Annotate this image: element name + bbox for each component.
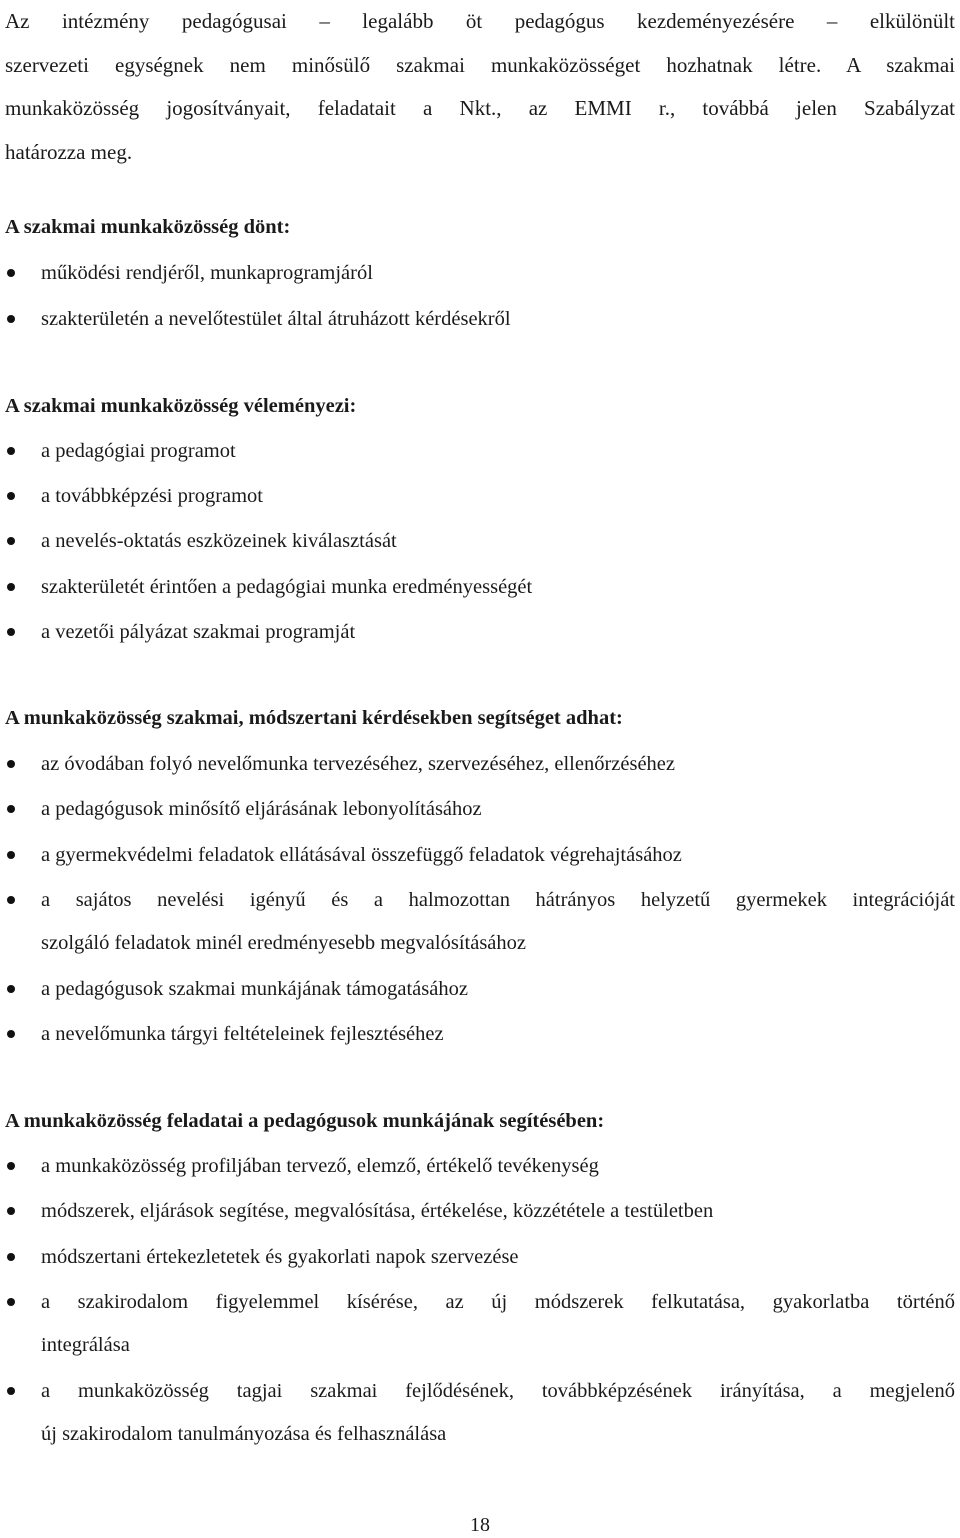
list-item-continuation: szolgáló feladatok minél eredményesebb megvalósításához	[41, 932, 526, 954]
list-item-text: módszerek, eljárások segítése, megvalósítása, értékelése, közzététele a testületben	[41, 1200, 714, 1222]
intro-paragraph	[5, 0, 955, 174]
bullet-icon	[7, 1030, 15, 1038]
list-item-text: szakterületén a nevelőtestület által átruházott kérdésekről	[41, 308, 511, 330]
bullet-icon	[7, 628, 15, 636]
section-heading-segitseg: A munkaközösség szakmai, módszertani kérdésekben segítséget adhat:	[5, 707, 623, 729]
list-item	[0, 1377, 960, 1405]
bullet-icon	[7, 896, 15, 904]
bullet-icon	[7, 537, 15, 545]
intro-line: Az intézmény pedagógusai – legalább öt pedagógus kezdeményezésére – elkülönült	[5, 9, 955, 33]
list-item-text: az óvodában folyó nevelőmunka tervezéséhez, szervezéséhez, ellenőrzéséhez	[41, 753, 676, 775]
list-item	[0, 750, 960, 778]
list-item-text: a pedagógiai programot	[41, 440, 236, 462]
list-item-text: a pedagógusok minősítő eljárásának lebonyolításához	[41, 798, 482, 820]
section-heading-feladatai: A munkaközösség feladatai a pedagógusok munkájának segítésében:	[5, 1110, 605, 1132]
bullet-icon	[7, 492, 15, 500]
list-item-text: módszertani értekezletetek és gyakorlati napok szervezése	[41, 1246, 519, 1268]
list-item	[0, 482, 960, 510]
list-item	[0, 795, 960, 823]
section-heading-dont: A szakmai munkaközösség dönt:	[5, 216, 291, 238]
list-item-text: a pedagógusok szakmai munkájának támogatásához	[41, 978, 468, 1000]
list-item-text: a nevelés-oktatás eszközeinek kiválasztását	[41, 530, 397, 552]
bullet-icon	[7, 760, 15, 768]
list-item-text: a gyermekvédelmi feladatok ellátásával összefüggő feladatok végrehajtásához	[41, 844, 682, 866]
list-item-text: a munkaközösség tagjai szakmai fejlődésének, továbbképzésének irányítása, a megjelenő	[41, 1380, 955, 1402]
bullet-icon	[7, 851, 15, 859]
bullet-icon	[7, 315, 15, 323]
bullet-icon	[7, 805, 15, 813]
list-item	[0, 1288, 960, 1316]
bullet-icon	[7, 985, 15, 993]
list-item	[0, 305, 960, 333]
bullet-icon	[7, 1207, 15, 1215]
list-item-continuation: integrálása	[41, 1334, 130, 1356]
bullet-icon	[7, 1298, 15, 1306]
bullet-icon	[7, 269, 15, 277]
bullet-icon	[7, 583, 15, 591]
list-item-continuation: új szakirodalom tanulmányozása és felhasználása	[41, 1423, 447, 1445]
list-item	[0, 841, 960, 869]
list-item	[0, 259, 960, 287]
list-item-text: a továbbképzési programot	[41, 485, 264, 507]
list-item-text: a nevelőmunka tárgyi feltételeinek fejlesztéséhez	[41, 1023, 444, 1045]
list-item-text: szakterületét érintően a pedagógiai munka eredményességét	[41, 576, 533, 598]
section-heading-velemenyezi: A szakmai munkaközösség véleményezi:	[5, 395, 357, 417]
bullet-icon	[7, 447, 15, 455]
list-item	[0, 886, 960, 914]
bullet-icon	[7, 1253, 15, 1261]
list-item	[0, 618, 960, 646]
bullet-icon	[7, 1387, 15, 1395]
list-item	[0, 1020, 960, 1048]
list-item	[0, 975, 960, 1003]
list-item-text: működési rendjéről, munkaprogramjáról	[41, 262, 373, 284]
list-item	[0, 1152, 960, 1180]
intro-line: szervezeti egységnek nem minősülő szakmai munkaközösséget hozhatnak létre. A szakmai	[5, 52, 955, 77]
list-item	[0, 1197, 960, 1225]
intro-line: munkaközösség jogosítványait, feladatait a Nkt., az EMMI r., továbbá jelen Szabályzat	[5, 96, 955, 120]
list-item	[0, 437, 960, 465]
list-item-text: a munkaközösség profiljában tervező, elemző, értékelő tevékenység	[41, 1155, 599, 1177]
page-number: 18	[470, 1514, 490, 1536]
list-item-text: a vezetői pályázat szakmai programját	[41, 621, 356, 643]
list-item	[0, 573, 960, 601]
list-item	[0, 527, 960, 555]
list-item-text: a szakirodalom figyelemmel kísérése, az új módszerek felkutatása, gyakorlatba történő	[41, 1291, 955, 1313]
bullet-icon	[7, 1162, 15, 1170]
list-item-text: a sajátos nevelési igényű és a halmozottan hátrányos helyzetű gyermekek integrációját	[41, 889, 955, 911]
intro-line: határozza meg.	[5, 139, 133, 164]
list-item	[0, 1243, 960, 1271]
